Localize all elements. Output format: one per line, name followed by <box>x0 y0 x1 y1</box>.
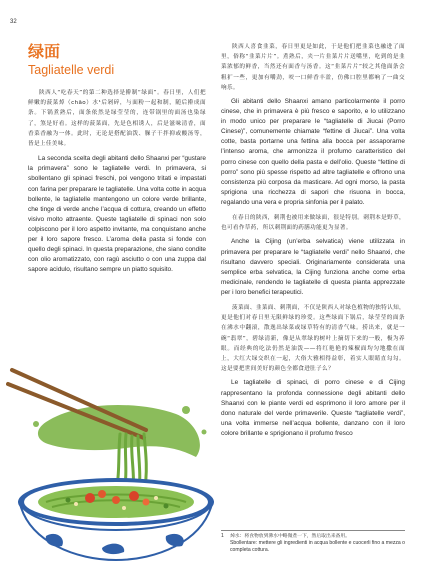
footnote-it: Sbollentare: mettere gli ingredienti in acqua bollente e cuocerli fino a mezza o completa cottura. <box>230 540 405 554</box>
paragraph-it-green-noodles: Le tagliatelle di spinaci, di porro cinese e di Cijing rappresentano la profonda connessione degli abitanti dello Shaanxi con le piante verdi ed esprimono il loro amore per il dono naturale del verde primaverile. Queste “tagliatelle verdi”, una volta immerse nell’acqua bollente, danzano con il loro colore brillante e sprigionano il profumo fresco <box>221 379 405 437</box>
paragraph-it-cijing: Anche la Cijing (un’erba selvatica) viene utilizzata in primavera per preparare le “tagliatelle verdi” nello Shaanxi, che risultano davvero speciali. Originariamente considerata una semplice erba selvatica, la Cijing funziona anche come erba medicinale, rendendo le tagliatelle di questa pianta apprezzate per i loro benefici terapeutici. <box>221 238 405 296</box>
paragraph-zh-leek: 陕西人喜食韭菜，春日里更是如此，于是他们把韭菜也融进了面里，俗称“韭菜片片”。煮熟后，夹一片韭菜片片送嘴里，吃到的是韭菜浓郁的鲜香，当然还有面香与汤香。这“韭菜片片”较之其他面条会粗犷一些，更加有嚼劲，咬一口鲜香丰盈，仿佛口腔里都响了一曲交响乐。 <box>221 44 405 91</box>
page-title-italian: Tagliatelle verdi <box>28 63 115 77</box>
footnote-zh: 焯水：将食物放到沸水中略微煮一下，然后取出来备用。 <box>230 534 350 539</box>
page-number: 32 <box>10 19 17 25</box>
paragraph-zh-spinach: 陕西人“吃春天”的第二种选择是擀制“绿面”。春日里，人们把鲜嫩的菠菜焯（chāo）水¹后剁碎，与面粉一起和制，随后擀成面条。下锅煮熟后，面条依然是绿莹莹的，连带锅里的面汤也染绿了，煞是好看。这样的菠菜面，先是色相诱人，后是滋味清香，面香菜香融为一体。此时，无论是搭配油泼、臊子干拌抑或酸汤等，皆是上佳美味。 <box>28 90 206 148</box>
noodles-in-bowl <box>38 486 194 518</box>
paragraph-it-leek: Gli abitanti dello Shaanxi amano particolarmente il porro cinese, che in primavera è più fresco e saporito, e lo utilizzano in modo unico per preparare le “tagliatelle di Jiucai (Porro Cinese)”, comunemente chiamate “fettine di Jiucai”. Una volta cotte, basta portarne una fettina alla bocca per assaporarne l’intenso aroma, che armonizza il profumo caratteristico del porro cinese con quello della pasta e dell’olio. Queste “fettine di porro” sono più spesse rispetto ad altre tagliatelle e offrono una consistenza più corposa da masticare. Ad ogni morso, la pasta sprigiona una ricchezza di sapori che risuona in bocca, regalando una vera e propria sinfonia per il palato. <box>221 98 405 206</box>
paragraph-zh-cijing: 在春日的陕西，刺荆也被用来做绿面，很是特别。刺荆本是野草，也可看作草药，所以刺荆面的药膳功能更为显著。 <box>221 215 405 232</box>
green-noodle-bowl-illustration <box>6 352 220 562</box>
left-text-column <box>28 88 206 280</box>
right-text-column <box>221 42 405 444</box>
page-title-chinese: 绿面 <box>28 42 61 61</box>
footnote-divider <box>221 530 405 531</box>
footnote <box>221 533 405 555</box>
paragraph-zh-green-noodles: 菠菜面、韭菜面、刺荆面，不仅是陕西人对绿色植物的独特认知，更是他们对春日里无限鲜绿的珍爱。这些绿面下锅后，绿莹莹的面条在沸水中翻滚，散逸出绿菜或绿草特有的清香气味。捞出来，就是一碗“翡翠”，碧绿清新，像是从翠绿的树叶上摘切下来的一般，极为养眼。而经典的吃法仍然是油泼——将红艳艳的辣椒面均匀地撒在面上，大红大绿交织在一起，大俗大雅相得益彰，着实人眼睛直勾勾。这是要把世间美好的颜色全都食进肚子么？ <box>221 305 405 373</box>
footnote-number: 1 <box>221 533 224 539</box>
paragraph-it-spinach: La seconda scelta degli abitanti dello Shaanxi per “gustare la primavera” sono le tagliatelle verdi. In primavera, si sbollentano gli spinaci freschi, poi vengono tritati e impastati con farina per preparare le tagliatelle. Una volta cotte in acqua bollente, le tagliatelle mantengono un colore verde brillante, che tinge di verde anche l’acqua di cottura, creando un effetto visivo molto attraente. Queste tagliatelle di spinaci non solo colpiscono per il loro aspetto invitante, ma conquistano anche per il loro sapore fresco. L’aroma della pasta si fonde con quello degli spinaci. In questa preparazione, che siano condite con olio aromatizzato, con ragù asciutto o con una zuppa dal sapore acidulo, risultano sempre un piatto squisito. <box>28 155 206 274</box>
